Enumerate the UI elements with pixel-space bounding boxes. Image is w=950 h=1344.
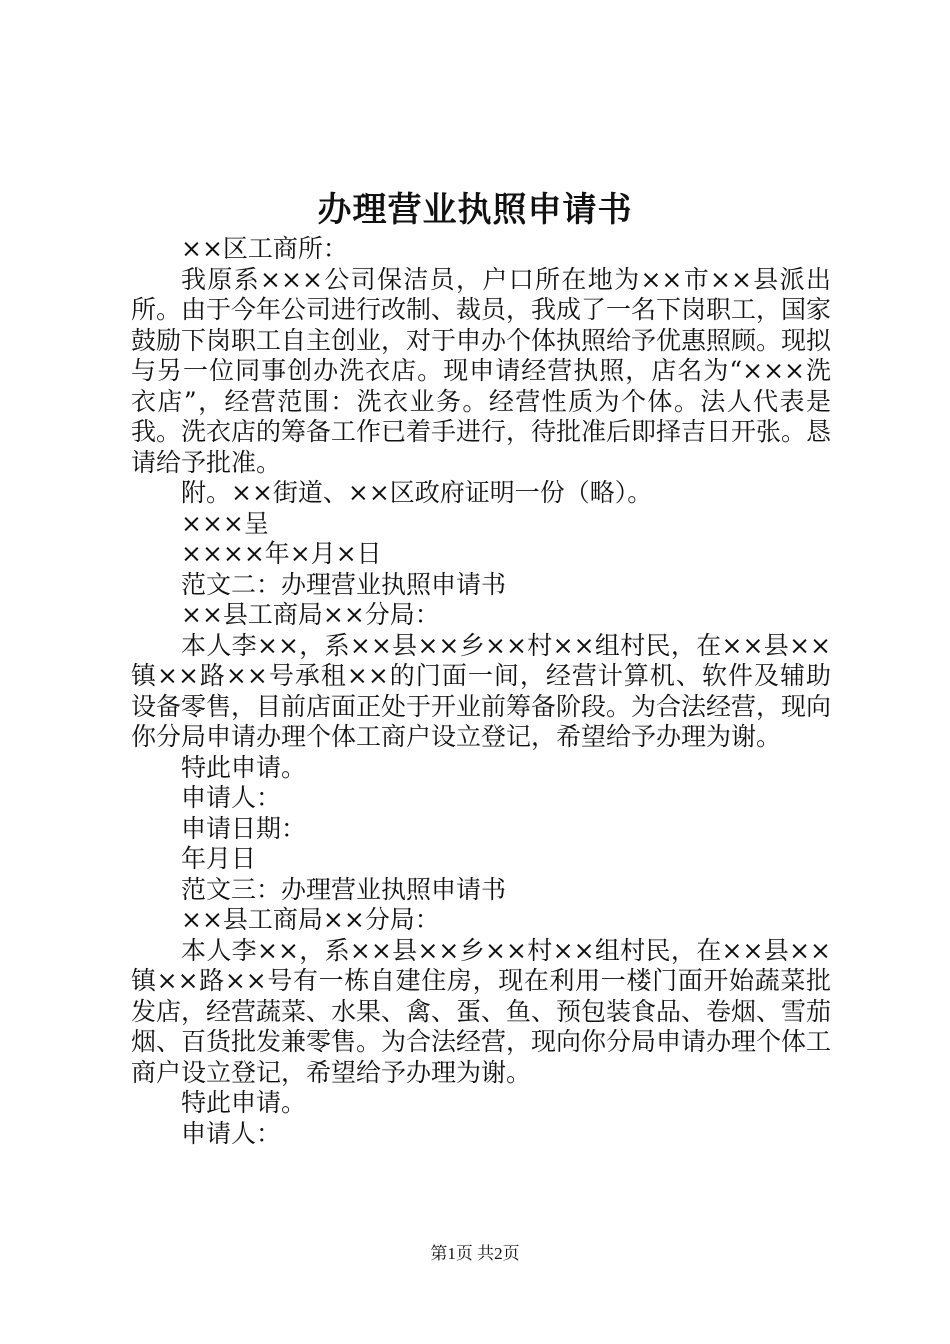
salutation-2: ××县工商局××分局： [181, 600, 440, 629]
salutation-3: ××县工商局××分局： [181, 905, 440, 934]
applicant-line-3: 申请人： [181, 1118, 282, 1148]
paragraph-application-1: 我原系×××公司保洁员，户口所在地为××市××县派出所。由于今年公司进行改制、裁员，我成了一名下岗职工，国家鼓励下岗职工自主创业，对于申办个体执照给予优惠照顾。现拟与另一位同事创办洗衣店。现申请经营执照，店名为“×××洗衣店”，经营范围：洗衣业务。经营性质为个体。法人代表是我。洗衣店的筹备工作已着手进行，待批准后即择吉日开张。恳请给予批准。 [131, 264, 832, 477]
document-body [131, 234, 831, 1149]
salutation: ××区工商所： [181, 234, 348, 263]
paragraph-application-3: 本人李××，系××县××乡××村××组村民，在××县××镇××路××号有一栋自建住房，现在利用一楼门面开始蔬菜批发店，经营蔬菜、水果、禽、蛋、鱼、预包装食品、卷烟、雪茄烟、百货批发兼零售。为合法经营，现向你分局申请办理个体工商户设立登记，希望给予办理为谢。 [131, 935, 832, 1087]
section-heading-3: 范文三：办理营业执照申请书 [181, 874, 507, 904]
document-title: 办理营业执照申请书 [317, 190, 633, 230]
closing-2: 特此申请。 [181, 752, 307, 782]
paragraph-application-2: 本人李××，系××县××乡××村××组村民，在××县××镇××路××号承租××的门面一间，经营计算机、软件及辅助设备零售，目前店面正处于开业前筹备阶段。为合法经营，现向你分局申请办理个体工商户设立登记，希望给予办理为谢。 [131, 630, 832, 751]
date-line: ××××年×月×日 [181, 539, 382, 568]
signature-line: ×××呈 [181, 508, 269, 538]
application-date-line-2: 申请日期： [181, 813, 307, 843]
applicant-line-2: 申请人： [181, 783, 282, 812]
page-footer: 第1页 共2页 [430, 1244, 520, 1263]
attachment-note: 附。××街道、××区政府证明一份（略）。 [181, 478, 653, 507]
date-placeholder-2: 年月日 [181, 844, 257, 873]
section-heading-2: 范文二：办理营业执照申请书 [181, 569, 507, 599]
closing-3: 特此申请。 [181, 1088, 307, 1117]
